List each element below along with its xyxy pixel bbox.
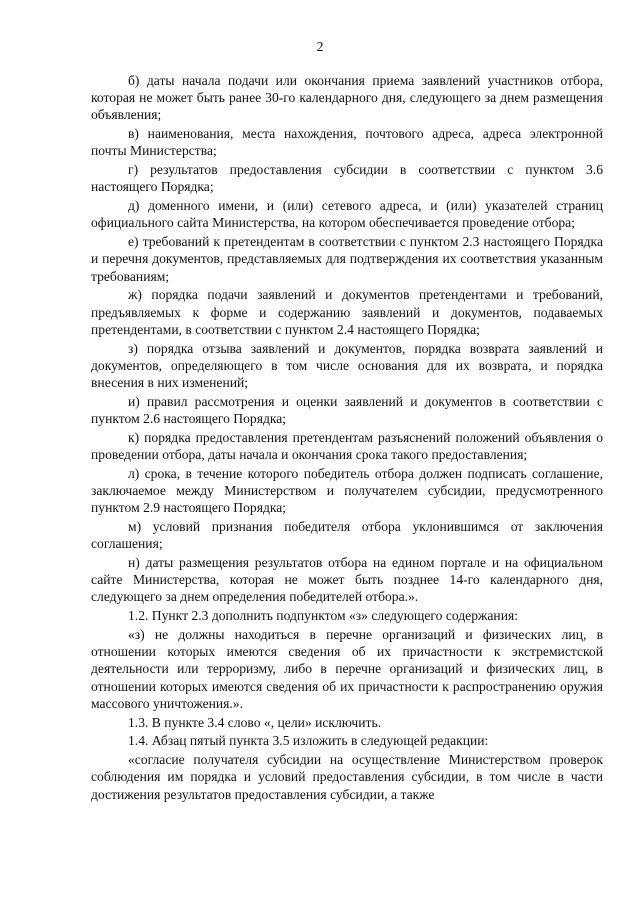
- paragraph-e: е) требований к претендентам в соответствии с пунктом 2.3 настоящего Порядка и перечня документов, представляемых для подтверждения их соответствия указанным требованиям;: [91, 234, 603, 284]
- paragraph-l: л) срока, в течение которого победитель отбора должен подписать соглашение, заключаемое между Министерством и получателем субсидии, предусмотренного пунктом 2.9 настоящего Порядка;: [91, 465, 603, 516]
- paragraph-g: г) результатов предоставления субсидии в соответствии с пунктом 3.6 настоящего Порядка;: [91, 162, 603, 195]
- paragraph-z: з) порядка отзыва заявлений и документов, порядка возврата заявлений и документов, определяющего в том числе основания для их возврата, и порядка внесения в них изменений;: [91, 340, 603, 391]
- paragraph-i: и) правил рассмотрения и оценки заявлений и документов в соответствии с пунктом 2.6 настоящего Порядка;: [91, 393, 603, 427]
- paragraph-zh: ж) порядка подачи заявлений и документов претендентами и требований, предъявляемых к форме и содержанию заявлений и документов, подаваемых претендентами, в соответствии с пунктом 2.4 настоящего Порядка;: [91, 287, 603, 337]
- document-body: [91, 72, 603, 803]
- page-number: 2: [316, 39, 324, 54]
- paragraph-v: в) наименования, места нахождения, почтового адреса, адреса электронной почты Министерства;: [91, 126, 603, 159]
- paragraph-consent: «согласие получателя субсидии на осуществление Министерством проверок соблюдения им порядка и условий предоставления субсидии, в том числе в части достижения результатов предоставления субсидии, а также: [91, 752, 603, 802]
- paragraph-m: м) условий признания победителя отбора уклонившимся от заключения соглашения;: [91, 519, 603, 552]
- paragraph-1-4: 1.4. Абзац пятый пункта 3.5 изложить в следующей редакции:: [128, 733, 489, 749]
- paragraph-quote-z: «з) не должны находиться в перечне организаций и физических лиц, в отношении которых имеются сведения об их причастности к экстремистской деятельности или терроризму, либо в перечне организаций и физических лиц, в отношении которых имеются сведения об их причастности к распространению оружия массового уничтожения.».: [91, 627, 603, 711]
- paragraph-d: д) доменного имени, и (или) сетевого адреса, и (или) указателей страниц официального сайта Министерства, на котором обеспечивается проведение отбора;: [91, 198, 603, 231]
- paragraph-n: н) даты размещения результатов отбора на едином портале и на официальном сайте Министерства, которая не может быть позднее 14-го календарного дня, следующего за днем определения победителей отбора.».: [91, 555, 603, 605]
- paragraph-b: б) даты начала подачи или окончания приема заявлений участников отбора, которая не может быть ранее 30-го календарного дня, следующего за днем размещения объявления;: [91, 73, 603, 123]
- paragraph-1-3: 1.3. В пункте 3.4 слово «, цели» исключить.: [128, 714, 382, 730]
- paragraph-1-2: 1.2. Пункт 2.3 дополнить подпунктом «з» следующего содержания:: [128, 608, 519, 624]
- paragraph-k: к) порядка предоставления претендентам разъяснений положений объявления о проведении отбора, даты начала и окончания срока такого предоставления;: [91, 429, 603, 463]
